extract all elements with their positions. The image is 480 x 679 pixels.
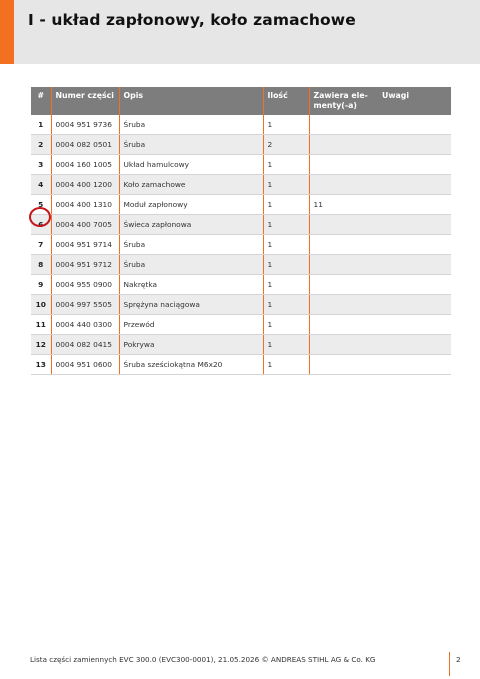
contains-cell bbox=[309, 135, 378, 155]
quantity-cell: 2 bbox=[263, 135, 309, 155]
part-number-cell: 0004 400 1310 bbox=[51, 195, 119, 215]
col-header-contains-line1: Zawiera ele- bbox=[313, 91, 368, 100]
quantity-cell: 1 bbox=[263, 115, 309, 135]
quantity-cell: 1 bbox=[263, 235, 309, 255]
col-header-quantity: Ilość bbox=[263, 87, 309, 115]
description-cell: Śruba bbox=[119, 235, 263, 255]
part-number-cell: 0004 997 5505 bbox=[51, 295, 119, 315]
part-number-cell: 0004 955 0900 bbox=[51, 275, 119, 295]
part-number-cell: 0004 951 9736 bbox=[51, 115, 119, 135]
notes-cell bbox=[378, 315, 451, 335]
description-cell: Nakrętka bbox=[119, 275, 263, 295]
table-row bbox=[31, 195, 451, 215]
description-cell: Śruba bbox=[119, 255, 263, 275]
row-index-cell: 11 bbox=[31, 315, 51, 335]
quantity-cell: 1 bbox=[263, 275, 309, 295]
contains-cell bbox=[309, 215, 378, 235]
notes-cell bbox=[378, 295, 451, 315]
table-row bbox=[31, 355, 451, 375]
notes-cell bbox=[378, 215, 451, 235]
col-header-notes: Uwagi bbox=[378, 87, 451, 115]
table-row bbox=[31, 155, 451, 175]
quantity-cell: 1 bbox=[263, 295, 309, 315]
description-cell: Przewód bbox=[119, 315, 263, 335]
page-header bbox=[0, 0, 480, 64]
row-index-cell: 9 bbox=[31, 275, 51, 295]
description-cell: Układ hamulcowy bbox=[119, 155, 263, 175]
contains-cell bbox=[309, 355, 378, 375]
contains-cell bbox=[309, 315, 378, 335]
contains-cell bbox=[309, 255, 378, 275]
col-header-index: # bbox=[31, 87, 51, 115]
quantity-cell: 1 bbox=[263, 155, 309, 175]
contains-cell bbox=[309, 175, 378, 195]
row-index-cell: 10 bbox=[31, 295, 51, 315]
contains-cell bbox=[309, 235, 378, 255]
part-number-cell: 0004 951 9714 bbox=[51, 235, 119, 255]
table-row bbox=[31, 175, 451, 195]
description-cell: Koło zamachowe bbox=[119, 175, 263, 195]
row-index-cell: 7 bbox=[31, 235, 51, 255]
description-cell: Sprężyna naciągowa bbox=[119, 295, 263, 315]
table-row bbox=[31, 135, 451, 155]
part-number-cell: 0004 951 0600 bbox=[51, 355, 119, 375]
annotation-circle bbox=[29, 207, 51, 227]
description-cell: Śruba bbox=[119, 135, 263, 155]
notes-cell bbox=[378, 155, 451, 175]
parts-table bbox=[31, 87, 451, 375]
page-title: I - układ zapłonowy, koło zamachowe bbox=[28, 11, 356, 29]
description-cell: Pokrywa bbox=[119, 335, 263, 355]
part-number-cell: 0004 440 0300 bbox=[51, 315, 119, 335]
row-index-cell: 5 bbox=[31, 195, 51, 215]
notes-cell bbox=[378, 175, 451, 195]
contains-cell bbox=[309, 335, 378, 355]
notes-cell bbox=[378, 355, 451, 375]
row-index-cell: 13 bbox=[31, 355, 51, 375]
row-index-cell: 3 bbox=[31, 155, 51, 175]
quantity-cell: 1 bbox=[263, 315, 309, 335]
description-cell: Śruba sześciokątna M6x20 bbox=[119, 355, 263, 375]
contains-cell bbox=[309, 295, 378, 315]
quantity-cell: 1 bbox=[263, 335, 309, 355]
row-index-cell: 8 bbox=[31, 255, 51, 275]
description-cell: Śruba bbox=[119, 115, 263, 135]
page-number: 2 bbox=[456, 655, 461, 664]
part-number-cell: 0004 160 1005 bbox=[51, 155, 119, 175]
part-number-cell: 0004 400 1200 bbox=[51, 175, 119, 195]
part-number-cell: 0004 951 9712 bbox=[51, 255, 119, 275]
footer-divider bbox=[449, 652, 450, 676]
table-row bbox=[31, 335, 451, 355]
table-row bbox=[31, 295, 451, 315]
notes-cell bbox=[378, 235, 451, 255]
notes-cell bbox=[378, 275, 451, 295]
quantity-cell: 1 bbox=[263, 215, 309, 235]
table-header-row bbox=[31, 87, 451, 115]
table-row bbox=[31, 115, 451, 135]
table-row bbox=[31, 235, 451, 255]
part-number-cell: 0004 400 7005 bbox=[51, 215, 119, 235]
table-row bbox=[31, 315, 451, 335]
contains-cell bbox=[309, 115, 378, 135]
quantity-cell: 1 bbox=[263, 255, 309, 275]
row-index-cell: 4 bbox=[31, 175, 51, 195]
col-header-contains-line2: menty(-a) bbox=[313, 101, 357, 110]
table-row bbox=[31, 275, 451, 295]
quantity-cell: 1 bbox=[263, 195, 309, 215]
contains-cell: 11 bbox=[309, 195, 378, 215]
table-row bbox=[31, 255, 451, 275]
notes-cell bbox=[378, 255, 451, 275]
notes-cell bbox=[378, 115, 451, 135]
accent-bar bbox=[0, 0, 14, 64]
quantity-cell: 1 bbox=[263, 355, 309, 375]
col-header-contains bbox=[309, 87, 378, 115]
row-index-cell: 12 bbox=[31, 335, 51, 355]
footer-text: Lista części zamiennych EVC 300.0 (EVC300-0001), 21.05.2026 © ANDREAS STIHL AG & Co. KG bbox=[30, 655, 376, 664]
col-header-description: Opis bbox=[119, 87, 263, 115]
notes-cell bbox=[378, 195, 451, 215]
row-index-cell: 6 bbox=[31, 215, 51, 235]
notes-cell bbox=[378, 135, 451, 155]
table-row bbox=[31, 215, 451, 235]
notes-cell bbox=[378, 335, 451, 355]
contains-cell bbox=[309, 275, 378, 295]
col-header-part-number: Numer części bbox=[51, 87, 119, 115]
description-cell: Świeca zapłonowa bbox=[119, 215, 263, 235]
quantity-cell: 1 bbox=[263, 175, 309, 195]
row-index-cell: 2 bbox=[31, 135, 51, 155]
description-cell: Moduł zapłonowy bbox=[119, 195, 263, 215]
row-index-cell: 1 bbox=[31, 115, 51, 135]
part-number-cell: 0004 082 0501 bbox=[51, 135, 119, 155]
contains-cell bbox=[309, 155, 378, 175]
part-number-cell: 0004 082 0415 bbox=[51, 335, 119, 355]
